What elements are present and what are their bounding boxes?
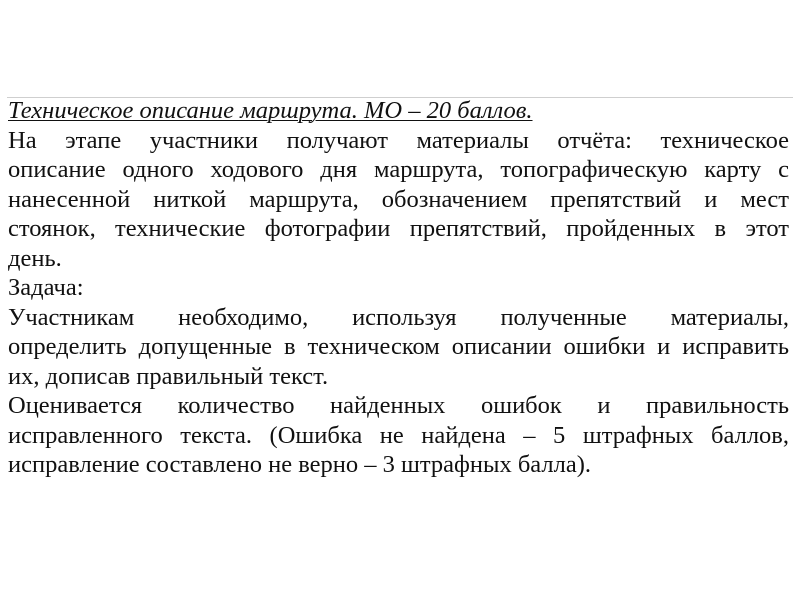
text-line: нанесенной ниткой маршрута, обозначением препятствий и мест: [8, 185, 789, 213]
paragraph-task: [8, 303, 789, 392]
document-body: [8, 96, 789, 480]
text-line: На этапе участники получают материалы отчёта: техническое: [8, 126, 789, 154]
text-line: исправленного текста. (Ошибка не найдена – 5 штрафных баллов,: [8, 421, 789, 449]
text-line: Оценивается количество найденных ошибок и правильность: [8, 392, 789, 419]
text-line: их, дописав правильный текст.: [8, 362, 329, 390]
text-line: стоянок, технические фотографии препятствий, пройденных в этот: [8, 215, 789, 242]
text-line: день.: [8, 244, 62, 272]
paragraph-scoring: [8, 391, 789, 480]
text-line: исправление составлено не верно – 3 штрафных балла).: [8, 451, 591, 478]
task-label: Задача:: [8, 274, 84, 301]
paragraph-materials: [8, 126, 789, 274]
text-line: описание одного ходового дня маршрута, топографическую карту с: [8, 156, 789, 183]
text-line: Участникам необходимо, используя полученные материалы,: [8, 303, 789, 331]
text-line: определить допущенные в техническом описании ошибки и исправить: [8, 333, 789, 360]
section-heading: Техническое описание маршрута. МО – 20 баллов.: [8, 97, 533, 124]
